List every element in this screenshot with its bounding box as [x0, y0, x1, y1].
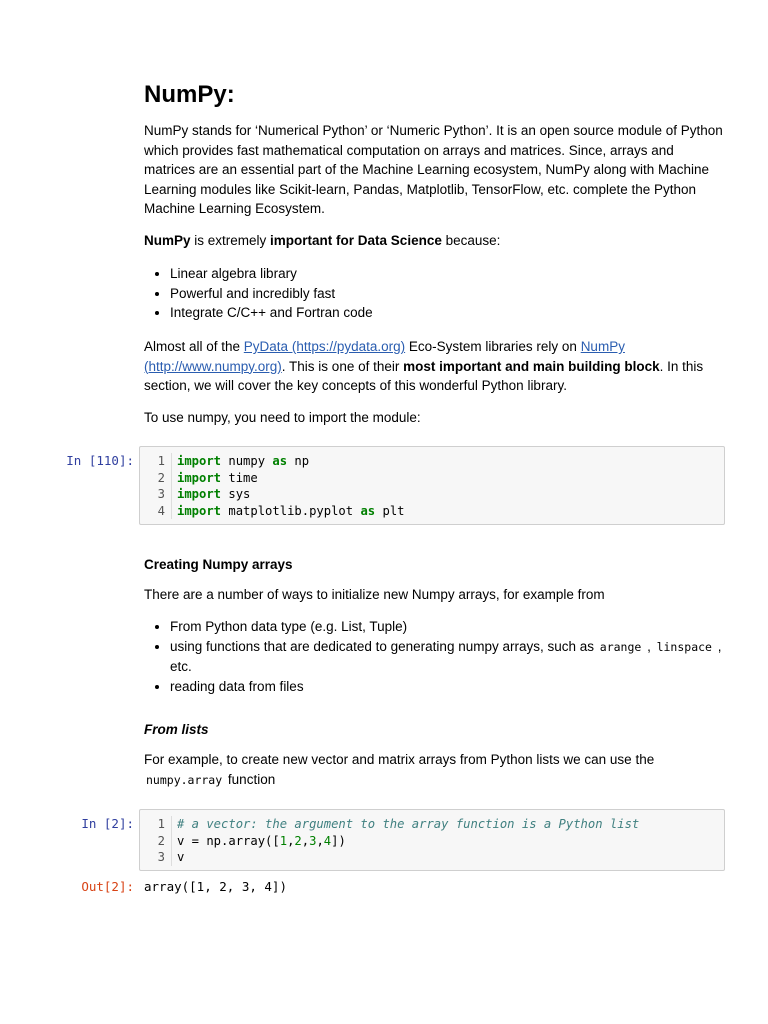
numpy-link[interactable]: NumPy (http://www.numpy.org)	[144, 339, 625, 374]
code-lines	[172, 453, 405, 519]
subsection-heading: From lists	[144, 722, 209, 737]
code-cell-imports[interactable]	[139, 446, 725, 525]
creating-heading-block	[144, 555, 724, 575]
line-number: 3	[157, 850, 165, 864]
creating-intro-text: There are a number of ways to initialize new Numpy arrays, for example from	[144, 587, 605, 602]
line-number: 4	[157, 503, 165, 518]
inline-code: linspace	[656, 639, 712, 654]
code-line: import sys	[177, 487, 251, 501]
ecosystem-post: . This is one of their	[281, 358, 404, 374]
ecosystem-pre: Almost all of the	[144, 339, 244, 354]
inline-code: numpy.array	[146, 772, 223, 787]
cell2-output: array([1, 2, 3, 4])	[144, 879, 287, 894]
list-item: • Powerful and incredibly fast	[170, 284, 724, 304]
numpy-bold: NumPy	[144, 233, 191, 248]
code-cell-vector[interactable]	[139, 809, 725, 871]
cell2-prompt: In [2]:	[81, 816, 134, 831]
code-line: import matplotlib.pyplot as plt	[177, 503, 405, 518]
importance-end: because:	[441, 233, 501, 248]
importance-mid: is extremely	[190, 233, 271, 248]
list-item: • Integrate C/C++ and Fortran code	[170, 303, 724, 323]
intro-text: NumPy stands for ‘Numerical Python’ or ‘Numeric Python’. It is an open source module of Python which provides fast mathematical computation on arrays and matrices. Since, arrays and matrices are an essential part of the Machine Learning ecosystem, NumPy along with Machine Learning modules like Scikit-learn, Pandas, Matplotlib, TensorFlow, etc. complete the Python Machine Learning Ecosystem.	[144, 123, 723, 216]
ecosystem-paragraph	[144, 337, 724, 396]
import-intro-text: To use numpy, you need to import the module:	[144, 410, 421, 425]
reasons-list	[144, 264, 724, 323]
cell1-prompt: In [110]:	[66, 453, 134, 468]
page-title: NumPy:	[144, 81, 235, 108]
ecosystem-mid: Eco-System libraries rely on	[405, 339, 581, 354]
from-lists-paragraph: For example, to create new vector and matrix arrays from Python lists we can use the numpy.array function	[144, 752, 655, 787]
cell2-out-prompt: Out[2]:	[81, 879, 134, 894]
code-line: import numpy as np	[177, 454, 310, 468]
code-line: v	[177, 850, 185, 864]
line-numbers	[140, 453, 172, 519]
code-line: import time	[177, 470, 258, 485]
pydata-link[interactable]: PyData (https://pydata.org)	[243, 339, 406, 354]
import-intro	[144, 408, 724, 428]
line-number: 1	[157, 454, 165, 468]
importance-bold: important for Data Science	[270, 233, 442, 248]
line-number: 2	[157, 833, 165, 848]
ecosystem-bold: most important and main building block	[403, 358, 660, 374]
creating-list	[144, 617, 724, 696]
list-item: • using functions that are dedicated to generating numpy arrays, such as arange , linspace , etc.	[170, 637, 724, 677]
section-heading: Creating Numpy arrays	[144, 557, 293, 572]
line-number: 2	[157, 470, 165, 485]
line-numbers	[140, 816, 172, 866]
inline-code: arange	[599, 639, 642, 654]
code-comment: # a vector: the argument to the array function is a Python list	[177, 817, 640, 831]
importance-paragraph	[144, 231, 724, 251]
ecosystem-end: . In this section, we will cover the key concepts of this wonderful Python library.	[144, 358, 704, 393]
from-lists-heading-block	[144, 720, 724, 740]
list-item: • Linear algebra library	[170, 264, 724, 284]
list-item: • reading data from files	[170, 677, 724, 697]
line-number: 1	[157, 817, 165, 831]
code-lines	[172, 816, 639, 866]
code-line: v = np.array([1,2,3,4])	[177, 833, 346, 848]
list-item: • From Python data type (e.g. List, Tuple)	[170, 617, 724, 637]
creating-intro	[144, 585, 724, 605]
intro-paragraph	[144, 121, 724, 219]
line-number: 3	[157, 487, 165, 501]
